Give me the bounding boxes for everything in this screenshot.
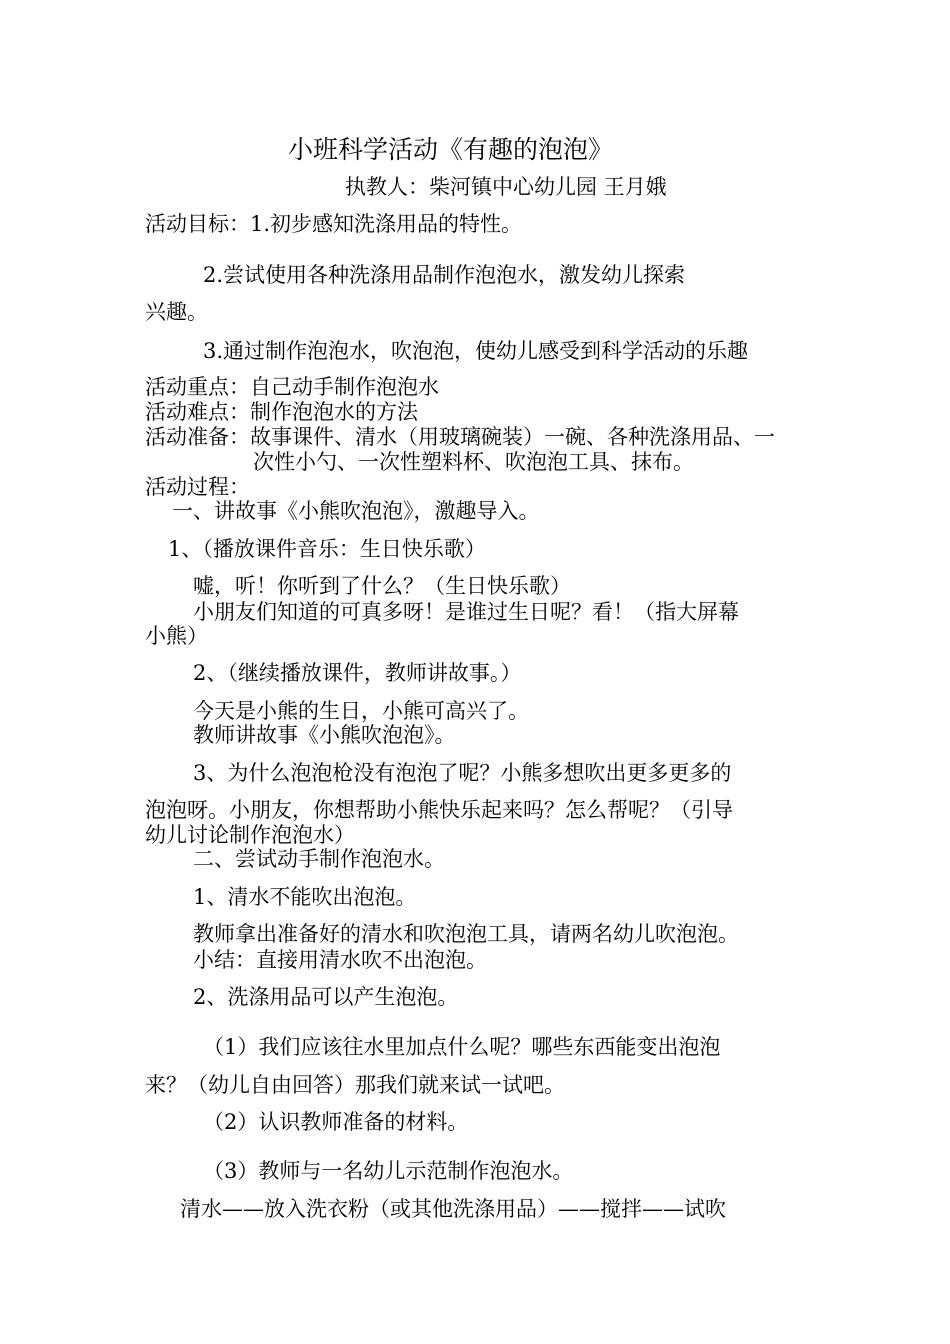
text-line: 2、（继续播放课件，教师讲故事。） — [193, 661, 522, 685]
text-line: 兴趣。 — [145, 300, 208, 324]
text-line: 清水——放入洗衣粉（或其他洗涤用品）——搅拌——试吹 — [180, 1197, 726, 1221]
text-line: 一、讲故事《小熊吹泡泡》，激趣导入。 — [172, 499, 540, 523]
text-line: 幼儿讨论制作泡泡水） — [145, 823, 355, 847]
text-line: （1）我们应该往水里加点什么呢？哪些东西能变出泡泡 — [203, 1035, 721, 1059]
text-line: 次性小勺、一次性塑料杯、吹泡泡工具、抹布。 — [253, 450, 694, 474]
text-line: 教师讲故事《小熊吹泡泡》。 — [193, 723, 456, 747]
text-line: 1、（播放课件音乐：生日快乐歌） — [168, 537, 486, 561]
text-line: 教师拿出准备好的清水和吹泡泡工具，请两名幼儿吹泡泡。 — [193, 922, 739, 946]
text-line: 3.通过制作泡泡水，吹泡泡，使幼儿感受到科学活动的乐趣 — [203, 339, 749, 363]
text-line: 活动重点：自己动手制作泡泡水 — [145, 375, 439, 399]
text-line: 泡泡呀。小朋友，你想帮助小熊快乐起来吗？怎么帮呢？（引导 — [145, 798, 733, 822]
text-line: 活动目标：1.初步感知洗涤用品的特性。 — [145, 212, 523, 236]
text-line: 活动准备：故事课件、清水（用玻璃碗装）一碗、各种洗涤用品、一 — [145, 425, 775, 449]
text-line: 嘘，听！你听到了什么？（生日快乐歌） — [193, 574, 571, 598]
text-line: 今天是小熊的生日，小熊可高兴了。 — [193, 699, 529, 723]
document-title: 小班科学活动《有趣的泡泡》 — [288, 135, 614, 164]
text-line: 2、洗涤用品可以产生泡泡。 — [193, 985, 459, 1009]
text-line: 1、清水不能吹出泡泡。 — [193, 885, 417, 909]
text-line: 小朋友们知道的可真多呀！是谁过生日呢？看！（指大屏幕 — [193, 600, 739, 624]
text-line: （2）认识教师准备的材料。 — [203, 1110, 469, 1134]
document-author: 执教人：柴河镇中心幼儿园 王月娥 — [345, 175, 667, 199]
text-line: 二、尝试动手制作泡泡水。 — [193, 847, 445, 871]
text-line: 3、为什么泡泡枪没有泡泡了呢？小熊多想吹出更多更多的 — [193, 761, 732, 785]
text-line: （3）教师与一名幼儿示范制作泡泡水。 — [203, 1159, 574, 1183]
text-line: 小结：直接用清水吹不出泡泡。 — [193, 948, 487, 972]
text-line: 小熊） — [145, 624, 208, 648]
text-line: 2.尝试使用各种洗涤用品制作泡泡水，激发幼儿探索 — [203, 263, 686, 287]
text-line: 活动难点：制作泡泡水的方法 — [145, 400, 418, 424]
text-line: 来？（幼儿自由回答）那我们就来试一试吧。 — [145, 1073, 565, 1097]
text-line: 活动过程： — [145, 475, 250, 499]
